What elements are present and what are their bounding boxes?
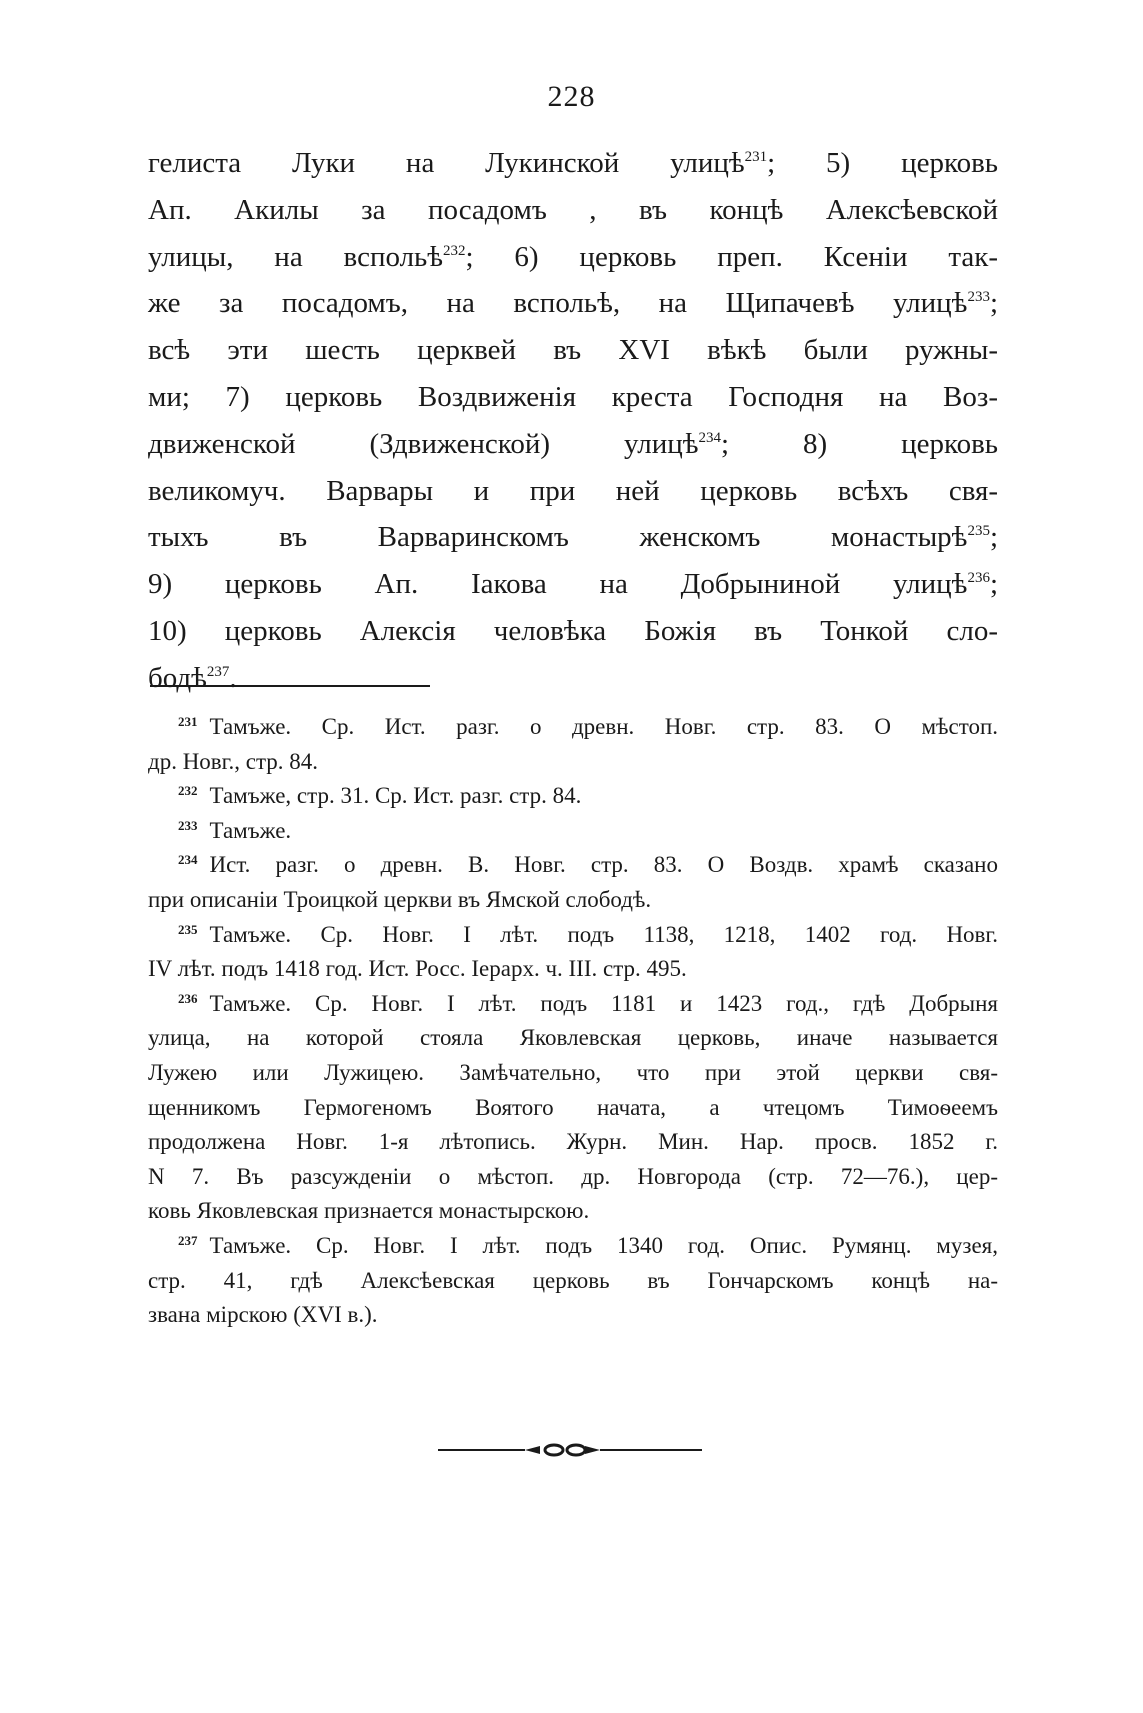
text-line: гелиста Луки на Лукинской улицѣ$^{231}$; 5) церковь [148, 147, 998, 179]
footnote-ref[interactable]: 237 [206, 663, 230, 680]
text-line: движенской (Здвиженской) улицѣ$^{234}$; 8) церковь [148, 427, 998, 460]
end-ornament [430, 1440, 710, 1460]
footnote-236: $^{236}$ Тамъже. Ср. Новг. I лѣт. подъ 1181 и 1423 год., гдѣ Добрыня улица, на которой стояла Яковлевская церковь, иначе называется Лужею или Лужицею. Замѣчательно, что при этой церкви свя- щенникомъ Гермогеномъ Воятого начата, а чтецомъ Тимоѳеемъ продолжена Новг. 1-я лѣтопись. Журн. Мин. Нар. просв. 1852 г. N 7. Въ разсужденіи о мѣстоп. др. Новгорода (стр. 72—76.), цер- ковь Яковлевская признается монастырскою. [148, 990, 998, 1224]
text-line: бодѣ$^{237}$. [148, 661, 237, 694]
text-line: ми; 7) церковь Воздвиженія креста Господня на Воз- [148, 380, 998, 413]
footnote-number: 235 [178, 921, 198, 937]
footnote-number: 234 [178, 852, 198, 868]
text-line: всѣ эти шесть церквей въ XVI вѣкѣ были ружны- [148, 334, 998, 367]
footnote-237: $^{237}$ Тамъже. Ср. Новг. I лѣт. подъ 1340 год. Опис. Румянц. музея, стр. 41, гдѣ Алексѣевская церковь въ Гончарскомъ концѣ на- звана мірскою (XVI в.). [148, 1232, 998, 1328]
page-number: 228 [547, 80, 596, 113]
footnote-232: $^{232}$ Тамъже, стр. 31. Ср. Ист. разг. стр. 84. [178, 783, 582, 809]
footnote-number: 231 [178, 714, 198, 729]
footnote-number: 232 [178, 783, 198, 799]
text-line: тыхъ въ Варваринскомъ женскомъ монастырѣ$^{235}$; [148, 521, 998, 554]
footnote-number: 233 [178, 817, 198, 833]
footnote-ref[interactable]: 236 [967, 570, 990, 587]
footnote-ref[interactable]: 232 [443, 242, 466, 259]
text-line: 9) церковь Ап. Іакова на Добрыниной улицѣ$^{236}$; [148, 568, 998, 601]
footnote-ref[interactable]: 234 [698, 429, 721, 446]
text-line: же за посадомъ, на вспольѣ, на Щипачевѣ улицѣ$^{233}$; [148, 287, 998, 320]
footnotes [148, 710, 998, 1333]
footnote-separator [150, 685, 430, 687]
footnote-ref[interactable]: 231 [744, 149, 768, 165]
footnote-number: 236 [178, 990, 198, 1006]
text-line: улицы, на вспольѣ$^{232}$; 6) церковь преп. Ксеніи так- [148, 240, 998, 273]
footnote-number: 237 [178, 1232, 198, 1248]
footnote-ref[interactable]: 235 [967, 523, 990, 540]
text-line: великомуч. Варвары и при ней церковь всѣхъ свя- [148, 474, 998, 507]
footnote-235: $^{235}$ Тамъже. Ср. Новг. I лѣт. подъ 1138, 1218, 1402 год. Новг. IV лѣт. подъ 1418 год. Ист. Росс. Іерарх. ч. III. стр. 495. [148, 921, 998, 982]
text-line: 10) церковь Алексія человѣка Божія въ Тонкой сло- [148, 614, 998, 647]
footnote-ref[interactable]: 233 [967, 289, 990, 306]
footnote-233: $^{233}$ Тамъже. [178, 817, 292, 843]
footnote-234: $^{234}$ Ист. разг. о древн. В. Новг. стр. 83. О Воздв. храмѣ сказано при описаніи Троицкой церкви въ Ямской слободѣ. [148, 852, 998, 912]
text-line: Ап. Акилы за посадомъ , въ концѣ Алексѣевской [148, 193, 998, 226]
main-text [148, 140, 998, 702]
footnote-231: $^{231}$ Тамъже. Ср. Ист. разг. о древн. Новг. стр. 83. О мѣстоп. др. Новг., стр. 84. [148, 714, 998, 774]
